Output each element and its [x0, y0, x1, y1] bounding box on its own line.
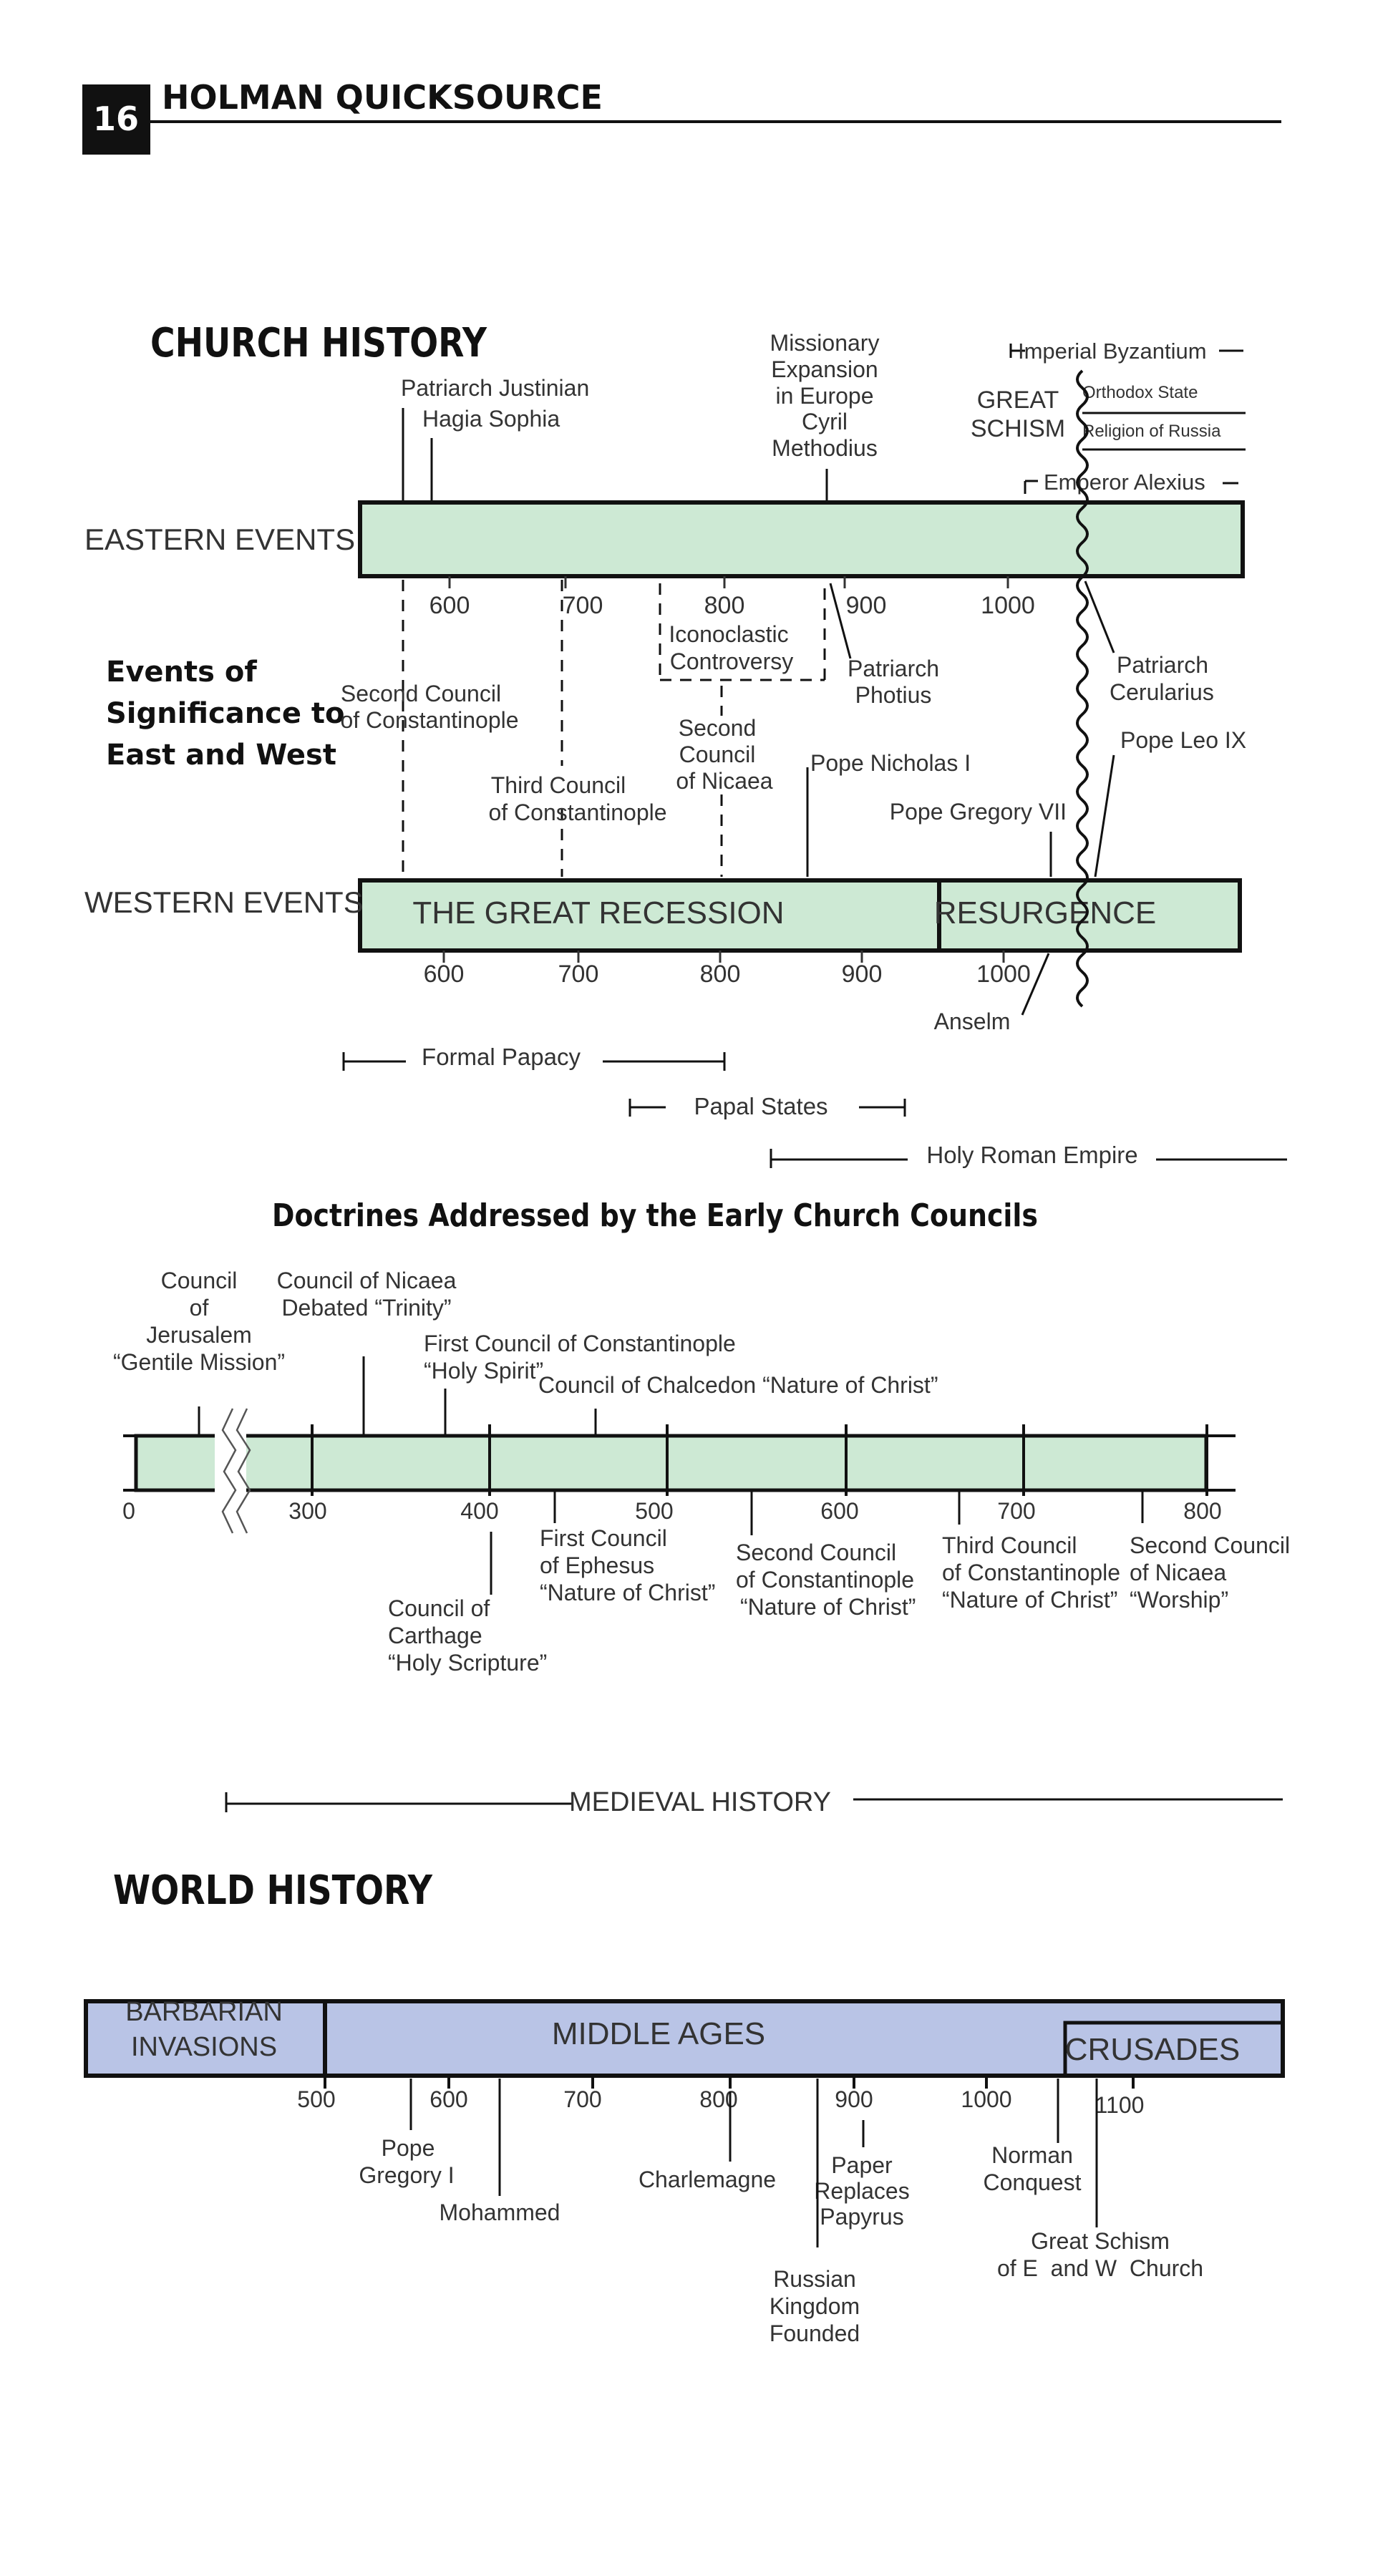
ephesus-line3: “Nature of Christ”: [540, 1580, 716, 1605]
nicaea-line2: Debated “Trinity”: [281, 1295, 452, 1321]
paper-line3: Papyrus: [820, 2204, 904, 2230]
second-nicaea-d-line2: of Nicaea: [1130, 1560, 1227, 1585]
second-constantinople-d-line1: Second Council: [736, 1540, 897, 1565]
imperial-byzantium: Imperial Byzantium: [1018, 339, 1207, 364]
page-number: 16: [92, 99, 140, 138]
world-tick-1000: 1000: [961, 2086, 1012, 2112]
jerusalem-line4: “Gentile Mission”: [112, 1349, 286, 1375]
second-constantinople-d-line3: “Nature of Christ”: [740, 1594, 916, 1620]
great-schism-line2: SCHISM: [970, 415, 1066, 442]
middle-events: [340, 580, 1246, 877]
middle-label-line1: Events of: [106, 656, 257, 689]
cerularius-line1: Patriarch: [1117, 652, 1209, 678]
church-history-title: CHURCH HISTORY: [150, 320, 488, 366]
justinian-line1: Patriarch Justinian: [401, 375, 590, 401]
great-schism-ew-line2: of E and W Church: [996, 2255, 1204, 2281]
religion-of-russia: Religion of Russia: [1082, 422, 1221, 441]
charlemagne: Charlemagne: [638, 2167, 777, 2192]
photius-line1: Patriarch: [847, 656, 940, 681]
missionary-line1: Missionary: [770, 330, 880, 356]
russian-line1: Russian: [773, 2266, 856, 2292]
world-tick-700: 700: [563, 2086, 602, 2112]
first-constantinople-line2: “Holy Spirit”: [424, 1358, 544, 1384]
west-tick-700: 700: [558, 961, 599, 988]
third-constantinople-d-line2: of Constantinople: [942, 1560, 1121, 1585]
world-tick-900: 900: [835, 2086, 873, 2112]
holy-roman-empire: Holy Roman Empire: [926, 1142, 1138, 1168]
west-tick-600: 600: [423, 961, 465, 988]
doctrines-title: Doctrines Addressed by the Early Church Councils: [272, 1197, 1038, 1234]
east-tick-600: 600: [429, 592, 470, 619]
great-schism-line1: GREAT: [976, 387, 1059, 414]
iconoclastic-line2: Controversy: [669, 648, 794, 674]
doctrines-above-events: [113, 1268, 938, 1436]
third-constantinople-line2: of Constantinople: [488, 799, 667, 825]
jerusalem-line3: Jerusalem: [146, 1322, 252, 1348]
medieval-history-span: [226, 1787, 1283, 1817]
church-spans: [344, 1044, 1287, 1168]
second-nicaea-d-line1: Second Council: [1130, 1532, 1291, 1558]
ephesus-line1: First Council: [540, 1525, 667, 1551]
iconoclastic-line1: Iconoclastic: [669, 621, 789, 647]
barbarian-line2: INVASIONS: [130, 2032, 278, 2062]
east-tick-900: 900: [845, 592, 887, 619]
missionary-line3: in Europe: [775, 383, 874, 409]
carthage-line2: Carthage: [388, 1623, 482, 1648]
papal-states: Papal States: [694, 1093, 828, 1119]
western-events-label: WESTERN EVENTS: [84, 885, 364, 919]
third-constantinople-d-line1: Third Council: [942, 1532, 1077, 1558]
doctrine-tick-0: 0: [122, 1498, 135, 1524]
east-tick-800: 800: [704, 592, 745, 619]
first-constantinople-line1: First Council of Constantinople: [424, 1331, 736, 1356]
pope-gregory-vii: Pope Gregory VII: [889, 799, 1067, 825]
justinian-line2: Hagia Sophia: [422, 406, 560, 432]
east-tick-1000: 1000: [981, 592, 1035, 619]
eastern-events-label: EASTERN EVENTS: [84, 523, 356, 556]
carthage-line1: Council of: [388, 1595, 490, 1621]
carthage-line3: “Holy Scripture”: [388, 1650, 548, 1676]
formal-papacy: Formal Papacy: [422, 1044, 581, 1070]
gregory-line2: Gregory I: [359, 2162, 455, 2188]
norman-line1: Norman: [991, 2142, 1073, 2168]
doctrine-tick-400: 400: [460, 1498, 499, 1524]
gregory-line1: Pope: [381, 2135, 435, 2161]
eastern-axis-ticks: [429, 576, 1035, 619]
doctrine-tick-500: 500: [635, 1498, 674, 1524]
chalcedon: Council of Chalcedon “Nature of Christ”: [538, 1372, 938, 1398]
west-tick-1000: 1000: [976, 961, 1031, 988]
crusades-label: CRUSADES: [1064, 2032, 1241, 2067]
cerularius-line2: Cerularius: [1110, 679, 1214, 705]
second-constantinople-line1: Second Council: [340, 681, 502, 706]
middle-ages-label: MIDDLE AGES: [551, 2016, 766, 2051]
russian-line3: Founded: [769, 2320, 860, 2346]
norman-line2: Conquest: [983, 2169, 1082, 2195]
world-tick-500: 500: [297, 2086, 336, 2112]
orthodox-state: Orthodox State: [1082, 383, 1198, 402]
emperor-alexius: Emperor Alexius: [1044, 470, 1205, 495]
pope-nicholas: Pope Nicholas I: [810, 750, 971, 776]
doctrine-tick-600: 600: [820, 1498, 859, 1524]
jerusalem-line2: of: [189, 1295, 209, 1321]
third-constantinople-line1: Third Council: [490, 772, 626, 798]
paper-line2: Replaces: [814, 2178, 910, 2204]
great-recession-label: THE GREAT RECESSION: [412, 895, 785, 930]
nicaea-line1: Council of Nicaea: [276, 1268, 457, 1293]
ephesus-line2: of Ephesus: [540, 1552, 655, 1578]
pope-leo-ix: Pope Leo IX: [1120, 727, 1247, 753]
doctrine-tick-300: 300: [288, 1498, 327, 1524]
photius-line2: Photius: [855, 682, 932, 708]
second-nicaea-line2: Council: [679, 742, 756, 767]
doctrine-tick-700: 700: [997, 1498, 1036, 1524]
doctrine-tick-800: 800: [1183, 1498, 1222, 1524]
second-nicaea-d-line3: “Worship”: [1130, 1587, 1229, 1613]
third-constantinople-d-line3: “Nature of Christ”: [942, 1587, 1118, 1613]
second-nicaea-line1: Second: [678, 715, 757, 741]
world-tick-1100: 1100: [1094, 2092, 1145, 2118]
middle-label: [106, 656, 345, 772]
missionary-line4: Cyril: [802, 409, 848, 434]
paper-line1: Paper: [831, 2152, 893, 2178]
book-title: HOLMAN QUICKSOURCE: [162, 78, 603, 117]
world-events: [359, 2079, 1203, 2346]
mohammed: Mohammed: [439, 2200, 560, 2225]
anselm-label: Anselm: [933, 1008, 1011, 1034]
second-nicaea-line3: of Nicaea: [676, 768, 773, 794]
eastern-events-band: [360, 502, 1243, 576]
doctrines-band: [136, 1436, 1206, 1490]
west-tick-900: 900: [841, 961, 883, 988]
world-axis-ticks: [297, 2076, 1144, 2118]
middle-label-line3: East and West: [106, 739, 336, 772]
world-history-title: WORLD HISTORY: [113, 1867, 434, 1914]
eastern-above-events: [401, 330, 1246, 501]
middle-label-line2: Significance to: [106, 697, 345, 730]
missionary-line2: Expansion: [771, 356, 878, 382]
second-constantinople-d-line2: of Constantinople: [736, 1567, 915, 1593]
west-tick-800: 800: [699, 961, 741, 988]
world-tick-800: 800: [699, 2086, 738, 2112]
russian-line2: Kingdom: [769, 2293, 860, 2319]
barbarian-line1: BARBARIAN: [125, 1997, 283, 2027]
missionary-line5: Methodius: [772, 435, 878, 461]
jerusalem-line1: Council: [160, 1268, 238, 1293]
resurgence-label: RESURGENCE: [933, 895, 1157, 930]
great-schism-ew-line1: Great Schism: [1031, 2228, 1170, 2254]
doctrines-axis-ticks: [122, 1498, 1222, 1524]
western-axis-ticks: [424, 951, 1031, 988]
second-constantinople-line2: of Constantinople: [340, 707, 519, 733]
medieval-history-label: MEDIEVAL HISTORY: [568, 1787, 832, 1817]
page-header: [82, 78, 1281, 155]
world-tick-600: 600: [429, 2086, 468, 2112]
east-tick-700: 700: [562, 592, 603, 619]
